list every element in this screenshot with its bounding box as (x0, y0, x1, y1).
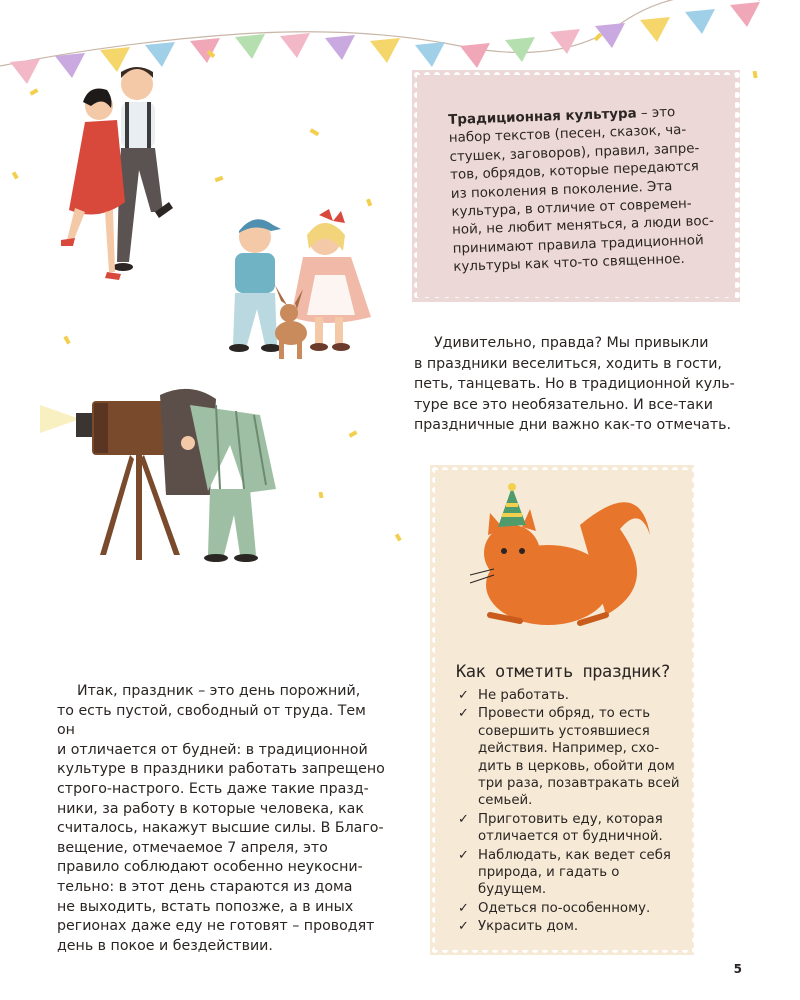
paragraph-line: туре все это необязательно. И все-таки (414, 396, 714, 413)
definition-line: культуры как что-то священное. (453, 252, 686, 276)
children-with-dog-illustration (195, 205, 385, 375)
paragraph-line: строго-настрого. Есть даже такие празд- (57, 780, 369, 797)
list-item (458, 687, 690, 704)
list-item-line: действия. Например, схо- (478, 741, 660, 757)
definition-line: из поколения в поколение. Эта (450, 178, 673, 202)
list-item (458, 900, 690, 917)
paragraph-line: Итак, праздник – это день порожний, (77, 683, 361, 699)
check-icon: ✓ (458, 919, 469, 935)
photographer-illustration (40, 385, 290, 575)
definition-text (448, 103, 724, 278)
paragraph-line: ники, за работу в которые человека, как (57, 800, 364, 817)
bunting-flag (325, 35, 355, 60)
checklist (458, 687, 690, 937)
list-item-line: дить в церковь, обойти дом (478, 758, 675, 774)
paragraph-line: тельно: в этот день стараются из дома (57, 878, 353, 895)
definition-line: принимают правила традиционной (452, 233, 704, 257)
bunting-flag (640, 17, 670, 42)
definition-line: тов, обрядов, которые передаются (449, 159, 700, 184)
checklist-card (430, 465, 694, 955)
list-item-line: отличается от будничной. (478, 829, 663, 845)
bunting-flag (415, 42, 445, 67)
list-item-line: семьей. (478, 793, 533, 809)
page-number: 5 (733, 962, 742, 976)
definition-card (412, 70, 740, 302)
paragraph-line: праздничные дни важно как-то отмечать. (414, 417, 732, 434)
bunting-flag (685, 9, 715, 34)
definition-line: культура, в отличие от современ- (451, 196, 692, 220)
definition-line: – это (636, 105, 676, 122)
list-item (458, 918, 690, 935)
check-icon: ✓ (458, 900, 469, 916)
bunting-flag (730, 2, 760, 27)
list-item-line: Украсить дом. (478, 919, 579, 935)
paragraph-line: Удивительно, правда? Мы привыкли (434, 335, 709, 351)
intro-paragraph (414, 333, 744, 436)
paragraph-line: вещение, отмечаемое 7 апреля, это (57, 839, 328, 856)
paragraph-line: то есть пустой, свободный от труда. Тем он (57, 702, 366, 739)
check-icon: ✓ (458, 847, 469, 863)
list-item-line: Одеться по-особенному. (478, 900, 651, 916)
list-item-line: совершить устоявшиеся (478, 723, 650, 739)
definition-term: Традиционная культура (448, 106, 637, 128)
list-item-line: три раза, позавтракать всей (478, 776, 680, 792)
paragraph-line: культуре в праздники работать запрещено (57, 761, 385, 778)
paragraph-line: считалось, накажут высшие силы. В Благо- (57, 820, 384, 837)
paragraph-line: регионах даже еду не готовят – проводят (57, 918, 375, 935)
list-item (458, 811, 690, 846)
definition-line: ной, не любит меняться, а люди вос- (451, 214, 715, 239)
paragraph-line: в праздники веселиться, ходить в гости, (414, 355, 722, 372)
bunting-flag (280, 33, 310, 58)
check-icon: ✓ (458, 688, 469, 703)
main-paragraph (57, 682, 387, 956)
definition-line: набор текстов (песен, сказок, ча- (448, 123, 687, 147)
list-item (458, 847, 690, 899)
bunting-flag (190, 38, 220, 63)
list-item-line: Не работать. (478, 688, 570, 703)
check-icon: ✓ (458, 811, 469, 827)
list-item-line: природа, и гадать о будущем. (478, 865, 620, 898)
paragraph-line: не выходить, встать попозже, а в иных (57, 898, 354, 915)
definition-line: стушек, заговоров), правил, запре- (449, 141, 700, 165)
bunting-flag (235, 34, 265, 59)
list-item-line: Приготовить еду, которая (478, 811, 663, 827)
list-item-line: Наблюдать, как ведет себя (478, 847, 671, 863)
check-icon: ✓ (458, 706, 469, 722)
paragraph-line: петь, танцевать. Но в традиционной куль- (414, 376, 735, 393)
bunting-flag (460, 43, 490, 68)
bunting-flag (370, 38, 400, 63)
list-item-line: Провести обряд, то есть (478, 706, 651, 722)
bunting-flag (10, 59, 40, 84)
paragraph-line: день в покое и бездействии. (57, 937, 273, 954)
dancing-couple-illustration (55, 62, 185, 292)
paragraph-line: правило соблюдают особенно неукосни- (57, 859, 363, 876)
paragraph-line: и отличается от будней: в традиционной (57, 741, 368, 758)
bunting-flag (505, 37, 535, 62)
checklist-title: Как отметить праздник? (456, 662, 671, 682)
list-item (458, 705, 690, 809)
